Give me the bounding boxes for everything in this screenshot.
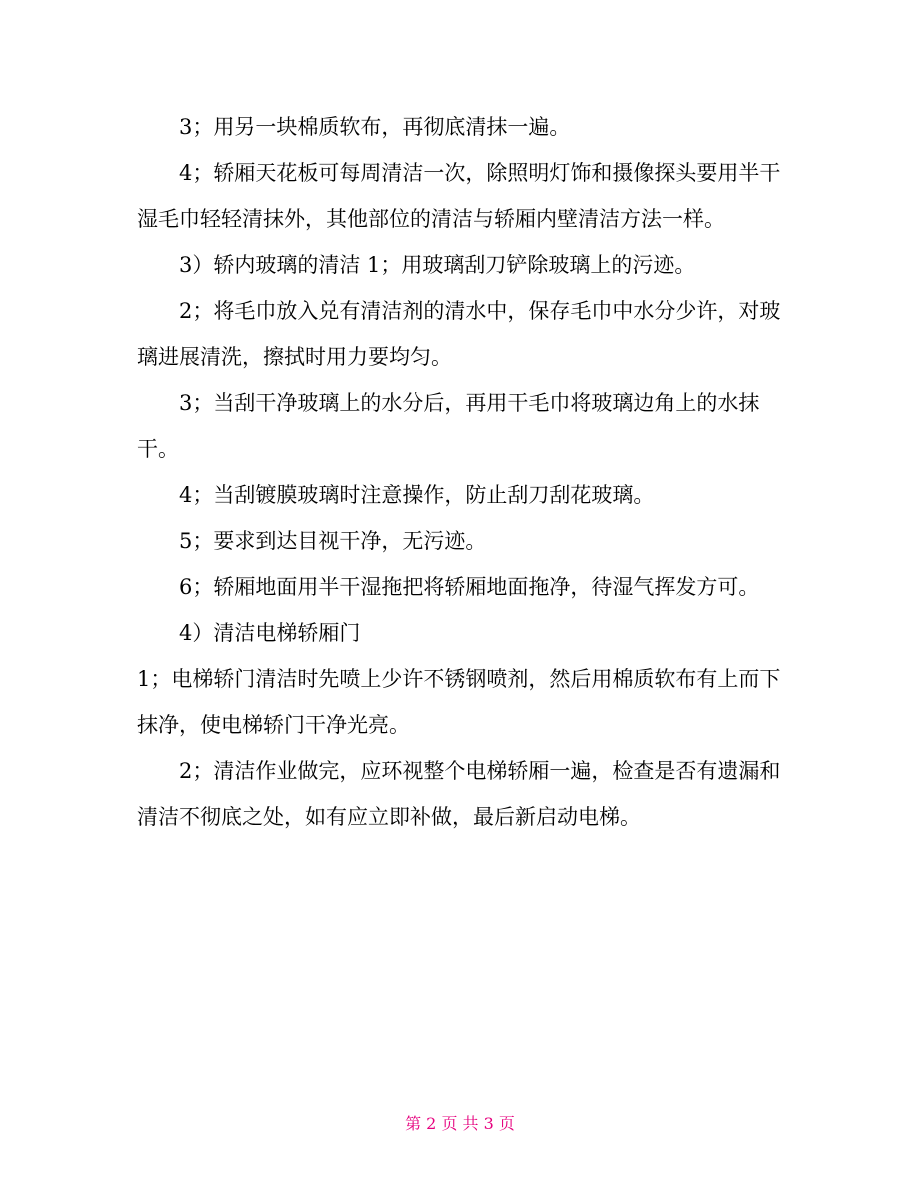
paragraph: 3；用另一块棉质软布，再彻底清抹一遍。 — [179, 115, 571, 139]
paragraph: 6；轿厢地面用半干湿拖把将轿厢地面拖净，待湿气挥发方可。 — [179, 575, 760, 599]
document-body — [137, 104, 787, 840]
paragraph: 4；当刮镀膜玻璃时注意操作，防止刮刀刮花玻璃。 — [179, 483, 655, 507]
paragraph: 3；当刮干净玻璃上的水分后，再用干毛巾将玻璃边角上的水抹干。 — [137, 391, 760, 461]
paragraph: 3）轿内玻璃的清洁 1；用玻璃刮刀铲除玻璃上的污迹。 — [179, 253, 696, 277]
paragraph: 4）清洁电梯轿厢门 — [179, 621, 361, 645]
page-number-label: 第 2 页 共 3 页 — [405, 1114, 515, 1133]
paragraph: 2；将毛巾放入兑有清洁剂的清水中，保存毛巾中水分少许，对玻璃进展清洗，擦拭时用力要均匀。 — [137, 299, 781, 369]
paragraph: 4；轿厢天花板可每周清洁一次，除照明灯饰和摄像探头要用半干湿毛巾轻轻清抹外，其他部位的清洁与轿厢内壁清洁方法一样。 — [137, 161, 781, 231]
paragraph: 1；电梯轿门清洁时先喷上少许不锈钢喷剂，然后用棉质软布有上而下抹净，使电梯轿门干净光亮。 — [137, 667, 781, 737]
paragraph: 5；要求到达目视干净，无污迹。 — [179, 529, 487, 553]
page-footer — [0, 1112, 920, 1136]
paragraph: 2；清洁作业做完，应环视整个电梯轿厢一遍，检查是否有遗漏和清洁不彻底之处，如有应立即补做，最后新启动电梯。 — [137, 759, 781, 829]
